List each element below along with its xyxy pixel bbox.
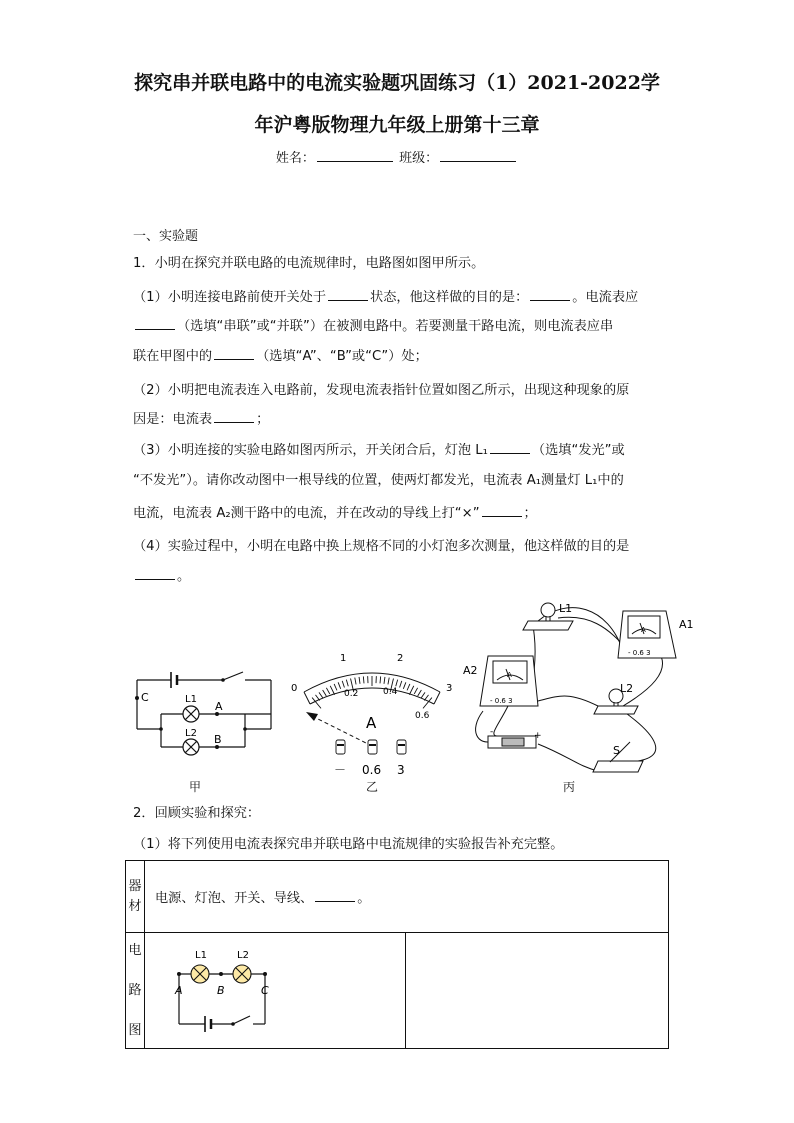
answer-blank[interactable]: [328, 289, 368, 301]
battery-minus: -: [490, 727, 494, 737]
series-b-label: B: [217, 983, 225, 997]
answer-blank[interactable]: [214, 411, 254, 423]
dial-tick: [400, 681, 402, 688]
lamp-l2-label: L2: [185, 728, 197, 739]
dial-tick: [342, 681, 344, 688]
series-c-label: C: [261, 983, 269, 997]
q1-part3-line2: “不发光”）。请你改动图中一根导线的位置，使两灯都发光，电流表 A₁测量灯 L₁中的: [133, 473, 624, 488]
row-equipment-head: 器 材: [126, 861, 145, 933]
pointer-arrow: [306, 712, 318, 721]
bing-lamp-l2-label: L2: [620, 682, 634, 695]
dial-tick: [396, 680, 398, 687]
dial-tick: [421, 692, 425, 698]
worksheet-title-line1: 探究串并联电路中的电流实验题巩固练习（1）2021-2022学: [134, 72, 660, 94]
dial-tick: [355, 678, 356, 685]
class-label: 班级：: [399, 151, 439, 166]
q1-part3-line3: 电流，电流表 A₂测干路中的电流，并在改动的导线上打“×” ；: [133, 506, 537, 521]
unit-label: A: [366, 714, 377, 732]
bing-lamp-l1-label: L1: [559, 602, 573, 615]
figure-jia-circuit: [125, 660, 285, 775]
battery-plus: +: [534, 731, 542, 741]
label-b: B: [214, 733, 222, 746]
tick-1: 1: [340, 653, 347, 664]
q1-part4-line1: （4）实验过程中，小明在电路中换上规格不同的小灯泡多次测量，他这样做的目的是: [133, 539, 630, 554]
label-c: C: [141, 691, 149, 704]
q2-intro: 2．回顾实验和探究：: [133, 806, 261, 821]
class-blank[interactable]: [440, 150, 516, 162]
dial-tick: [384, 677, 385, 684]
series-a-label: A: [175, 983, 183, 997]
dial-tick: [326, 688, 329, 694]
dial-tick: [323, 690, 327, 696]
figure-yi-ammeter: [284, 644, 459, 779]
answer-blank[interactable]: [135, 568, 175, 580]
answer-blank[interactable]: [214, 348, 254, 360]
tick-3: 3: [446, 683, 453, 694]
dial-tick: [334, 684, 337, 690]
dial-tick: [418, 690, 422, 696]
section-heading: 一、实验题: [133, 229, 199, 244]
tick-2: 2: [397, 653, 404, 664]
lamp-l1-label: L1: [185, 694, 197, 705]
worksheet-title-line2: 年沪粤版物理九年级上册第十三章: [254, 114, 540, 136]
series-circuit-diagram: [155, 936, 295, 1046]
bing-meter-a2-label: A2: [463, 664, 478, 677]
dial-tick: [424, 695, 428, 701]
dial-tick: [338, 682, 341, 689]
dial-tick: [407, 684, 410, 690]
report-table: [125, 860, 669, 1049]
dial-tick: [388, 678, 389, 685]
dial-tick: [315, 695, 319, 701]
dial-tick: [359, 677, 360, 684]
tick-0: 0: [291, 683, 298, 694]
terminal-3: 3: [397, 763, 405, 777]
row-circuit-diagram-cell: [145, 933, 406, 1049]
terminal-minus: －: [334, 763, 347, 777]
dial-tick: [346, 680, 348, 687]
name-label: 姓名：: [275, 151, 315, 166]
caption-bing: 丙: [563, 780, 576, 794]
q1-part2-line1: （2）小明把电流表连入电路前，发现电流表指针位置如图乙所示，出现这种现象的原: [133, 383, 630, 398]
q1-part2-line2: 因是：电流表 ；: [133, 412, 270, 427]
q1-part1-line1: （1）小明连接电路前使开关处于 状态，他这样做的目的是： 。电流表应: [133, 290, 639, 305]
node-c-dot: [135, 696, 139, 700]
row-circuit-empty-cell[interactable]: [406, 933, 669, 1049]
tick-0-6: 0.6: [415, 711, 430, 721]
dial-tick: [380, 676, 381, 683]
dial-tick: [409, 686, 413, 695]
terminal-0-6: 0.6: [362, 763, 382, 777]
label-a: A: [215, 700, 223, 713]
q1-part1-line3: 联在甲图中的 （选填“A”、“B”或“C”）处；: [133, 349, 428, 364]
figure-bing-circuit: [458, 596, 698, 782]
caption-yi: 乙: [366, 780, 379, 794]
tick-0-2: 0.2: [344, 689, 359, 699]
answer-blank[interactable]: [490, 442, 530, 454]
bing-a1-face: A: [641, 626, 646, 634]
dial-tick: [363, 676, 364, 683]
bing-switch-label: S: [613, 744, 620, 757]
q1-intro: 1．小明在探究并联电路的电流规律时，电路图如图甲所示。: [133, 256, 485, 271]
row-equipment-content: 电源、灯泡、开关、导线、 。: [145, 861, 669, 933]
q2-part1: （1）将下列使用电流表探究串并联电路中电流规律的实验报告补充完整。: [133, 837, 564, 852]
q1-part3-line1: （3）小明连接的实验电路如图丙所示，开关闭合后，灯泡 L₁ （选填“发光”或: [133, 443, 625, 458]
dial-tick: [403, 682, 406, 689]
bing-a2-scale: - 0.6 3: [490, 697, 513, 705]
row-circuit-head: 电 路 图: [126, 933, 145, 1049]
q1-part4-line2: 。: [133, 568, 190, 586]
answer-blank[interactable]: [315, 890, 355, 902]
dial-tick: [319, 692, 323, 698]
series-l1-label: L1: [195, 949, 207, 961]
caption-jia: 甲: [189, 780, 202, 794]
bing-meter-a1-label: A1: [679, 618, 694, 631]
bing-a2-face: A: [507, 671, 512, 679]
q1-part1-line2: （选填“串联”或“并联”）在被测电路中。若要测量干路电流，则电流表应串: [133, 318, 613, 336]
tick-0-4: 0.4: [383, 687, 398, 697]
answer-blank[interactable]: [530, 289, 570, 301]
name-class-row: [0, 147, 794, 166]
name-blank[interactable]: [317, 150, 393, 162]
answer-blank[interactable]: [482, 505, 522, 517]
dial-tick: [414, 688, 417, 694]
answer-blank[interactable]: [135, 318, 175, 330]
dial-tick: [330, 686, 334, 695]
bing-a1-scale: - 0.6 3: [628, 649, 651, 657]
series-l2-label: L2: [237, 949, 249, 961]
